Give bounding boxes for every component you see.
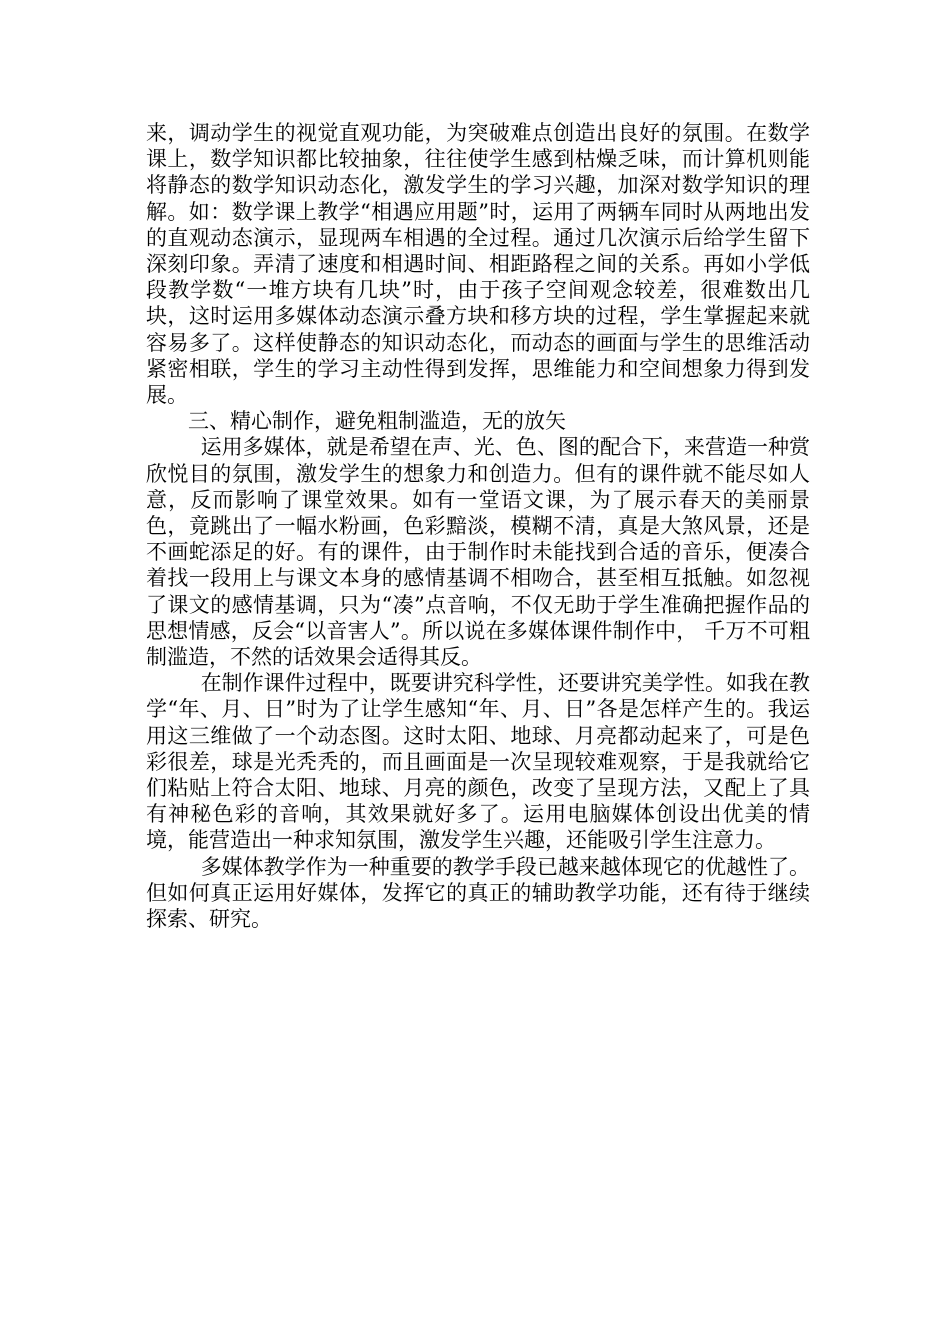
paragraph-conclusion: 多媒体教学作为一种重要的教学手段已越来越体现它的优越性了。但如何真正运用好媒体，发挥它的真正的辅助教学功能，还有待于继续探索、研究。 <box>146 854 810 932</box>
section-heading: 三、精心制作，避免粗制滥造，无的放矢 <box>188 409 566 434</box>
paragraph-multimedia-use: 运用多媒体，就是希望在声、光、色、图的配合下，来营造一种赏欣悦目的氛围，激发学生的想象力和创造力。但有的课件就不能尽如人意，反而影响了课堂效果。如有一堂语文课，为了展示春天的美丽景色，竟跳出了一幅水粉画，色彩黯淡，模糊不清，真是大煞风景，还是不画蛇添足的好。有的课件，由于制作时未能找到合适的音乐，便凑合着找一段用上与课文本身的感情基调不相吻合，甚至相互抵触。如忽视了课文的感情基调，只为“凑”点音响，不仅无助于学生准确把握作品的思想情感，反会“以音害人”。所以说在多媒体课件制作中， 千万不可粗制滥造，不然的话效果会适得其反。 <box>146 435 810 670</box>
paragraph-continuation: 来，调动学生的视觉直观功能，为突破难点创造出良好的氛围。在数学课上，数学知识都比较抽象，往往使学生感到枯燥乏味，而计算机则能将静态的数学知识动态化，激发学生的学习兴趣，加深对数学知识的理解。如：数学课上教学“相遇应用题”时，运用了两辆车同时从两地出发的直观动态演示，显现两车相遇的全过程。通过几次演示后给学生留下深刻印象。弄清了速度和相遇时间、相距路程之间的关系。再如小学低段教学数“一堆方块有几块”时，由于孩子空间观念较差，很难数出几块，这时运用多媒体动态演示叠方块和移方块的过程，学生掌握起来就容易多了。这样使静态的知识动态化，而动态的画面与学生的思维活动紧密相联，学生的学习主动性得到发挥，思维能力和空间想象力得到发展。 <box>146 121 810 408</box>
paragraph-courseware-making: 在制作课件过程中，既要讲究科学性，还要讲究美学性。如我在教学“年、月、日”时为了让学生感知“年、月、日”各是怎样产生的。我运用这三维做了一个动态图。这时太阳、地球、月亮都动起来了，可是色彩很差，球是光秃秃的，而且画面是一次呈现较难观察，于是我就给它们粘贴上符合太阳、地球、月亮的颜色，改变了呈现方法，又配上了具有神秘色彩的音响，其效果就好多了。运用电脑媒体创设出优美的情境，能营造出一种求知氛围，激发学生兴趣，还能吸引学生注意力。 <box>146 671 810 853</box>
document-page <box>146 120 810 932</box>
